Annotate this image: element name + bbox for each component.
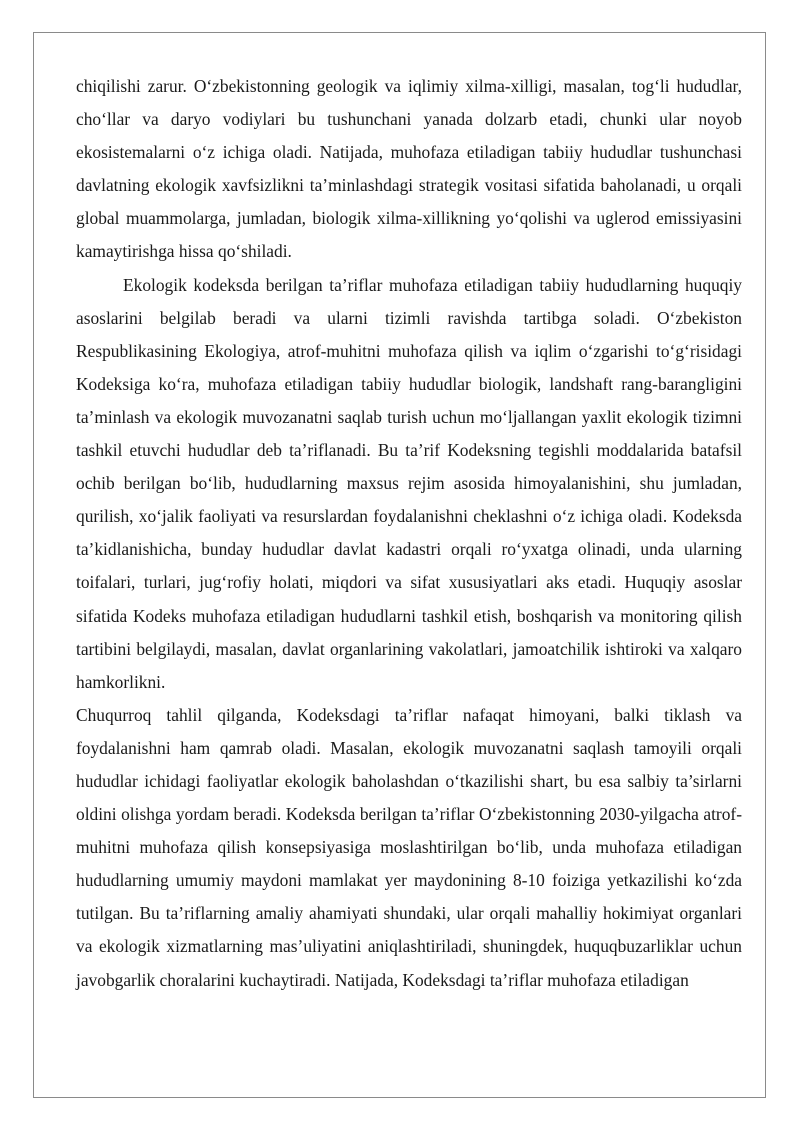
paragraph-1: chiqilishi zarur. O‘zbekistonning geologik va iqlimiy xilma-xilligi, masalan, tog‘li hududlar, cho‘llar va daryo vodiylari bu tushunchani yanada dolzarb etadi, chunki ular noyob ekosistemalarni o‘z ichiga oladi. Natijada, muhofaza etiladigan tabiiy hududlar tushunchasi davlatning ekologik xavfsizlikni ta’minlashdagi strategik vositasi sifatida baholanadi, u orqali global muammolarga, jumladan, biologik xilma-xillikning yo‘qolishi va uglerod emissiyasini kamaytirishga hissa qo‘shiladi. — [76, 76, 742, 262]
document-body — [76, 70, 742, 997]
paragraph-2: Ekologik kodeksda berilgan ta’riflar muhofaza etiladigan tabiiy hududlarning huquqiy asoslarini belgilab beradi va ularni tizimli ravishda tartibga soladi. O‘zbekiston Respublikasining Ekologiya, atrof-muhitni muhofaza qilish va iqlim o‘zgarishi to‘g‘risidagi Kodeksiga ko‘ra, muhofaza etiladigan tabiiy hududlar biologik, landshaft rang-barangligini ta’minlash va ekologik muvozanatni saqlab turish uchun mo‘ljallangan yaxlit ekologik tizimni tashkil etuvchi hududlar deb ta’riflanadi. Bu ta’rif Kodeksning tegishli moddalarida batafsil ochib berilgan bo‘lib, hududlarning maxsus rejim asosida himoyalanishini, shu jumladan, qurilish, xo‘jalik faoliyati va resurslardan foydalanishni cheklashni o‘z ichiga oladi. Kodeksda ta’kidlanishicha, bunday hududlar davlat kadastri orqali ro‘yxatga olinadi, unda ularning toifalari, turlari, jug‘rofiy holati, miqdori va sifat xususiyatlari aks etadi. Huquqiy asoslar sifatida Kodeks muhofaza etiladigan hududlarni tashkil etish, boshqarish va monitoring qilish tartibini belgilaydi, masalan, davlat organlarining vakolatlari, jamoatchilik ishtiroki va xalqaro hamkorlikni. — [76, 274, 742, 692]
paragraph-3: Chuqurroq tahlil qilganda, Kodeksdagi ta’riflar nafaqat himoyani, balki tiklash va foydalanishni ham qamrab oladi. Masalan, ekologik muvozanatni saqlash tamoyili orqali hududlar ichidagi faoliyatlar ekologik baholashdan o‘tkazilishi shart, bu esa salbiy ta’sirlarni oldini olishga yordam beradi. Kodeksda berilgan ta’riflar O‘zbekistonning 2030-yilgacha atrof-muhitni muhofaza qilish konsepsiyasiga moslashtirilgan bo‘lib, unda muhofaza etiladigan hududlarning umumiy maydoni mamlakat yer maydonining 8-10 foiziga yetkazilishi ko‘zda tutilgan. Bu ta’riflarning amaliy ahamiyati shundaki, ular orqali mahalliy hokimiyat organlari va ekologik xizmatlarning mas’uliyatini aniqlashtiriladi, shuningdek, huquqbuzarliklar uchun javobgarlik choralarini kuchaytiradi. Natijada, Kodeksdagi ta’riflar muhofaza etiladigan — [76, 704, 742, 990]
